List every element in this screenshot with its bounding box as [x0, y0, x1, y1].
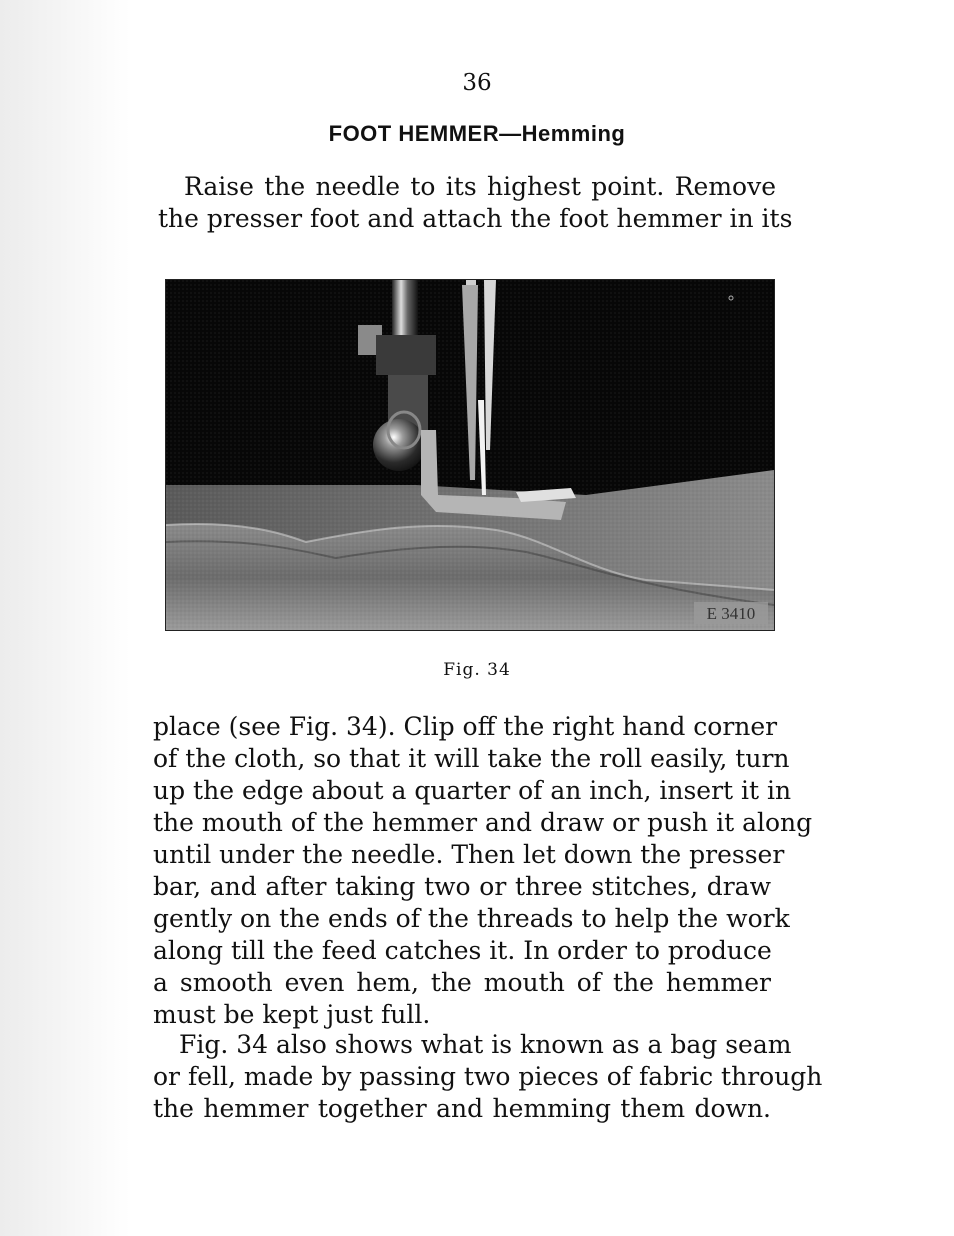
text-line: Fig. 34 also shows what is known as a bag seam: [179, 1030, 792, 1059]
text-line: of the cloth, so that it will take the roll easily, turn: [153, 744, 790, 773]
page-gutter-shadow: [0, 0, 130, 1236]
page-number: 36: [462, 70, 492, 96]
text-line: a smooth even hem, the mouth of the hemmer: [153, 968, 771, 997]
text-line: or fell, made by passing two pieces of fabric through: [153, 1062, 823, 1091]
text-line: must be kept just full.: [153, 1000, 431, 1029]
intro-paragraph: [158, 171, 793, 235]
instructions-paragraph: [153, 711, 813, 1031]
figure-stamp: E 3410: [706, 604, 756, 623]
text-line: Raise the needle to its highest point. Remove: [184, 172, 776, 201]
sewing-machine-photo: [166, 280, 774, 630]
text-line: the presser foot and attach the foot hemmer in its: [158, 204, 793, 233]
text-line: up the edge about a quarter of an inch, insert it in: [153, 776, 792, 805]
text-line: the hemmer together and hemming them down.: [153, 1094, 771, 1123]
text-line: until under the needle. Then let down the presser: [153, 840, 785, 869]
text-line: bar, and after taking two or three stitches, draw: [153, 872, 771, 901]
figure-caption: Fig. 34: [443, 660, 511, 680]
text-line: gently on the ends of the threads to help the work: [153, 904, 790, 933]
section-heading: FOOT HEMMER—Hemming: [328, 121, 626, 146]
figure-photo-foot-hemmer: [165, 279, 775, 631]
text-line: the mouth of the hemmer and draw or push it along: [153, 808, 813, 837]
bag-seam-paragraph: [153, 1029, 823, 1125]
text-line: along till the feed catches it. In order to produce: [153, 936, 772, 965]
text-line: place (see Fig. 34). Clip off the right hand corner: [153, 712, 778, 741]
